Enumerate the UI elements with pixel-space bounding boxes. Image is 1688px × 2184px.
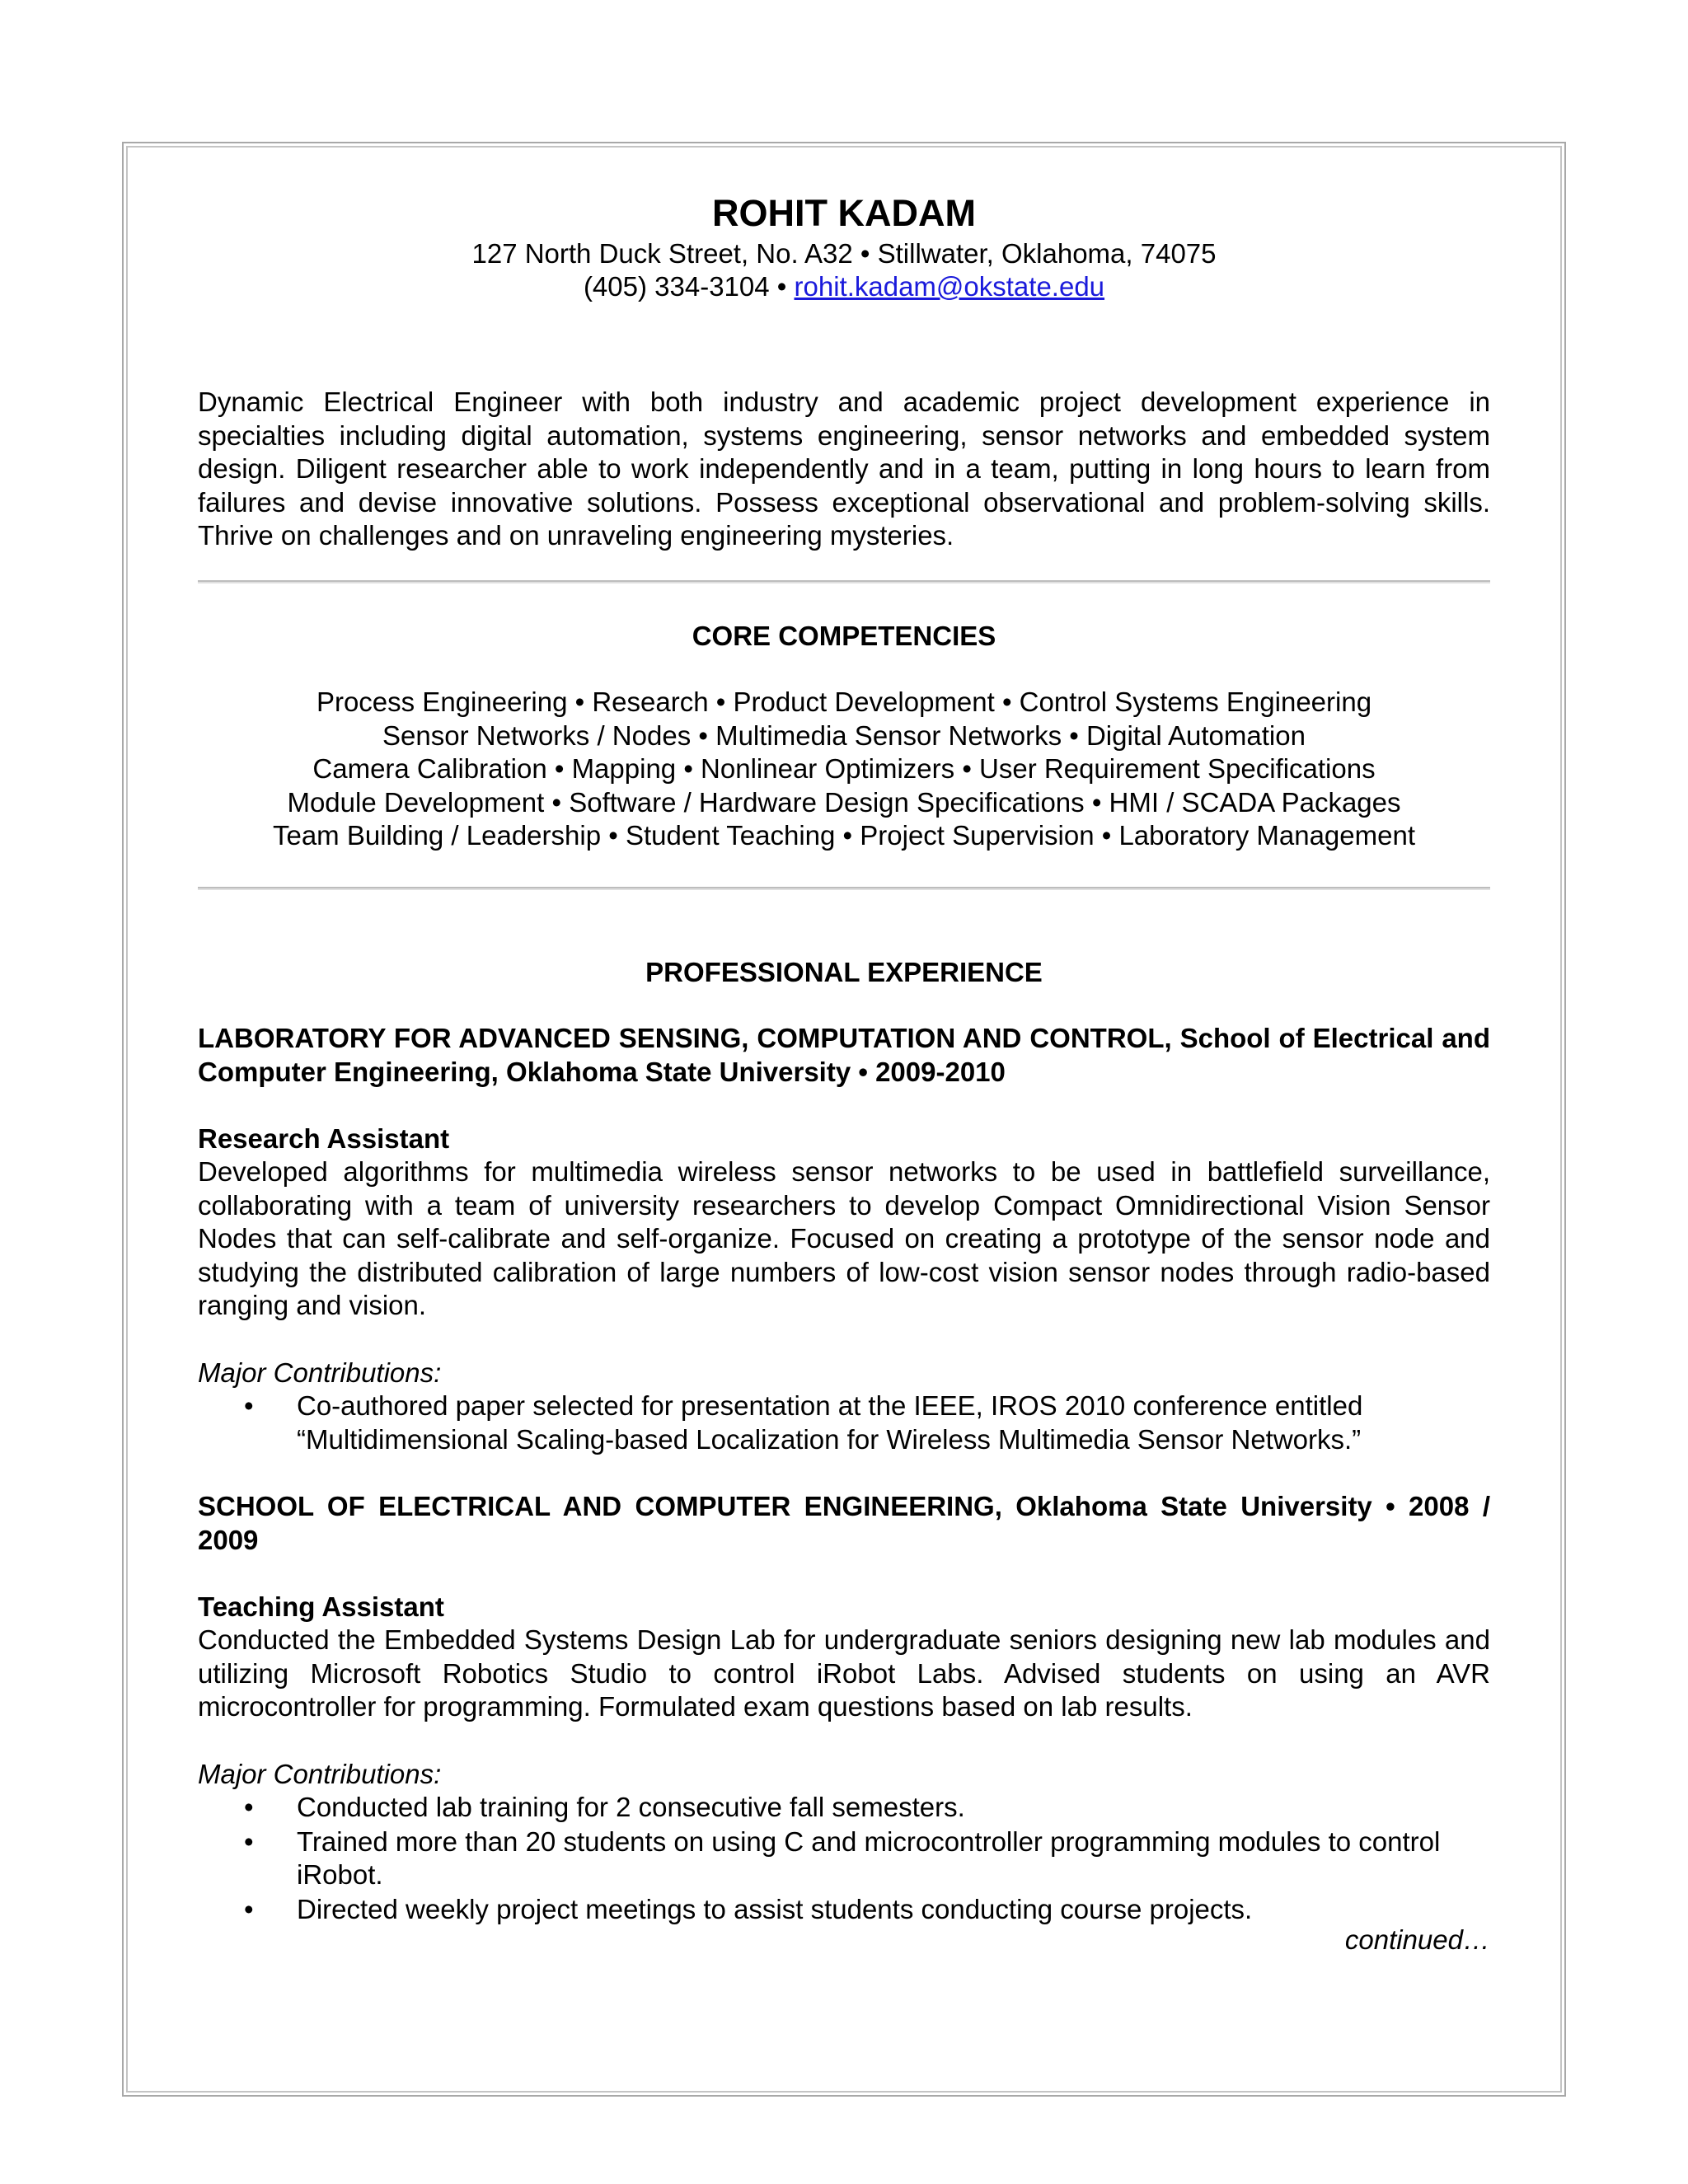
job-organization: SCHOOL OF ELECTRICAL AND COMPUTER ENGINEERING, Oklahoma State University • 2008 / 2009	[198, 1491, 1490, 1555]
competencies-list	[198, 686, 1490, 853]
section-divider	[198, 887, 1490, 890]
contact-line	[198, 270, 1490, 303]
bullet-icon: •	[244, 1825, 254, 1857]
job-title: Research Assistant	[198, 1123, 450, 1154]
list-item: • Conducted lab training for 2 consecutive fall semesters.	[198, 1791, 1490, 1825]
section-divider	[198, 580, 1490, 583]
contributions-list	[198, 1390, 1490, 1457]
list-item: • Directed weekly project meetings to assist students conducting course projects.	[198, 1893, 1490, 1927]
professional-summary: Dynamic Electrical Engineer with both industry and academic project development experience in specialties including digital automation, systems engineering, sensor networks and embedded system design. Diligent researcher able to work independently and in a team, putting in long hours to learn from failures and devise innovative solutions. Possess exceptional observational and problem-solving skills. Thrive on challenges and on unraveling engineering mysteries.	[198, 387, 1490, 551]
list-item: • Trained more than 20 students on using C and microcontroller programming modules to control iRobot.	[244, 1825, 1441, 1890]
continued-note: continued…	[1344, 1924, 1490, 1955]
candidate-name: ROHIT KADAM	[712, 192, 976, 234]
contributions-label: Major Contributions:	[198, 1357, 442, 1388]
competency-line: Sensor Networks / Nodes • Multimedia Sensor Networks • Digital Automation	[382, 719, 1306, 751]
competency-line: Camera Calibration • Mapping • Nonlinear Optimizers • User Requirement Specifications	[312, 753, 1376, 784]
bullet-icon: •	[244, 1893, 254, 1924]
contributions-label: Major Contributions:	[198, 1759, 442, 1789]
job-description: Developed algorithms for multimedia wireless sensor networks to be used in battlefield surveillance, collaborating with a team of university researchers to develop Compact Omnidirectional Vision Sensor Nodes that can self-calibrate and self-organize. Focused on creating a prototype of the sensor node and studying the distributed calibration of large numbers of low-cost vision sensor nodes through radio-based ranging and vision.	[198, 1156, 1490, 1320]
contributions-list	[198, 1791, 1490, 1927]
bullet-icon: •	[244, 1390, 254, 1421]
competency-line: Process Engineering • Research • Product Development • Control Systems Engineering	[316, 687, 1372, 717]
competency-line: Module Development • Software / Hardware Design Specifications • HMI / SCADA Packages	[287, 786, 1401, 818]
job-description: Conducted the Embedded Systems Design Lab for undergraduate seniors designing new lab modules and utilizing Microsoft Robotics Studio to control iRobot Labs. Advised students on using an AVR microcontroller for programming. Formulated exam questions based on lab results.	[198, 1624, 1490, 1722]
list-item: • Co-authored paper selected for presentation at the IEEE, IROS 2010 conference entitled “Multidimensional Scaling-based Localization for Wireless Multimedia Sensor Networks.”	[244, 1390, 1363, 1455]
competency-line: Team Building / Leadership • Student Teaching • Project Supervision • Laboratory Management	[272, 820, 1416, 851]
competencies-heading: CORE COMPETENCIES	[692, 621, 996, 651]
bullet-icon: •	[244, 1792, 254, 1822]
phone-number: (405) 334-3104 •	[583, 271, 787, 302]
email-link[interactable]: rohit.kadam@okstate.edu	[794, 271, 1105, 302]
job-organization: LABORATORY FOR ADVANCED SENSING, COMPUTATION AND CONTROL, School of Electrical and Computer Engineering, Oklahoma State University • 2009-2010	[198, 1023, 1490, 1087]
address-line: 127 North Duck Street, No. A32 • Stillwater, Oklahoma, 74075	[471, 238, 1217, 269]
job-title: Teaching Assistant	[198, 1591, 444, 1622]
experience-heading: PROFESSIONAL EXPERIENCE	[645, 957, 1043, 987]
